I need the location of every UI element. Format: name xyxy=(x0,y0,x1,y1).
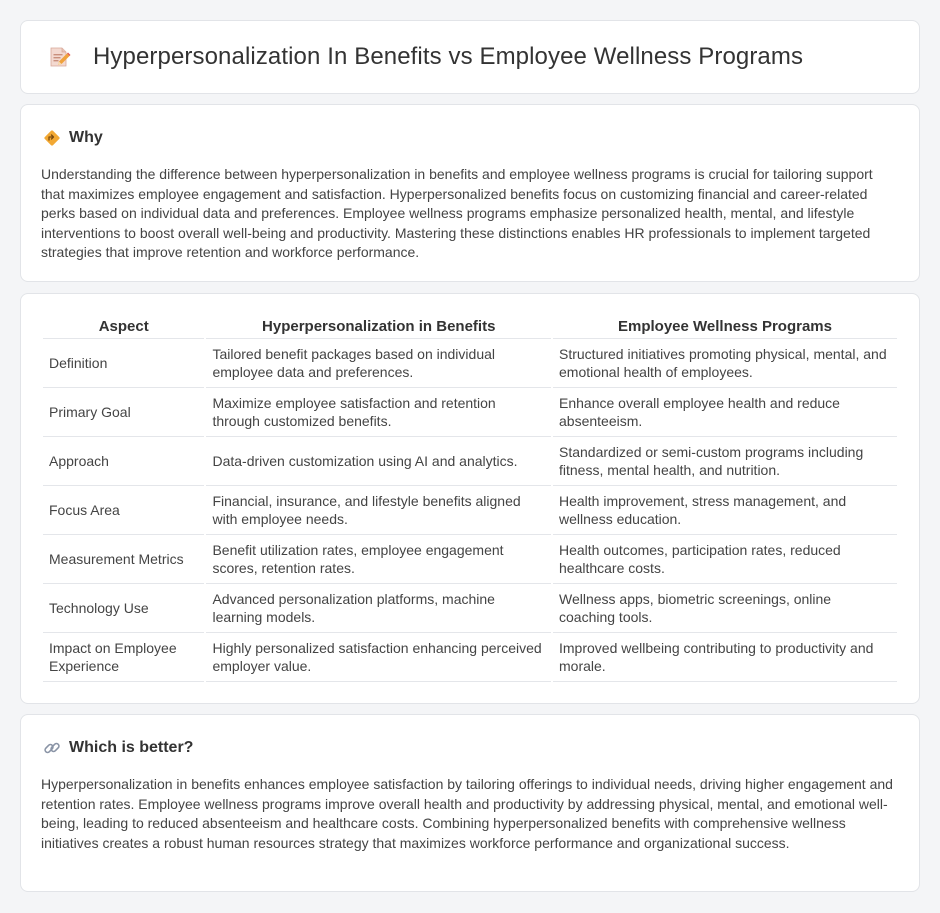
table-row xyxy=(43,535,897,584)
wellness-cell: Standardized or semi-custom programs including fitness, mental health, and nutrition. xyxy=(553,437,897,486)
why-heading xyxy=(21,105,919,149)
table-row xyxy=(43,584,897,633)
hyperpersonalization-cell: Advanced personalization platforms, machine learning models. xyxy=(206,584,551,633)
diamond-direction-icon xyxy=(43,129,61,147)
table-row xyxy=(43,633,897,682)
hyperpersonalization-cell: Data-driven customization using AI and analytics. xyxy=(206,437,551,486)
wellness-cell: Improved wellbeing contributing to productivity and morale. xyxy=(553,633,897,682)
aspect-cell: Primary Goal xyxy=(43,388,204,437)
table-row xyxy=(43,339,897,388)
link-icon xyxy=(43,739,61,757)
hyperpersonalization-cell: Financial, insurance, and lifestyle benefits aligned with employee needs. xyxy=(206,486,551,535)
aspect-cell: Definition xyxy=(43,339,204,388)
title-card xyxy=(20,20,920,94)
better-body: Hyperpersonalization in benefits enhances employee satisfaction by tailoring offerings to individual needs, driving higher engagement and retention rates. Employee wellness programs improve overall health and productivity by addressing physical, mental, and emotional well-being, leading to reduced absenteeism and healthcare costs. Combining hyperpersonalized benefits with comprehensive wellness initiatives creates a robust human resources strategy that maximizes workforce performance and organizational success. xyxy=(41,776,893,851)
aspect-cell: Approach xyxy=(43,437,204,486)
why-title: Why xyxy=(69,129,103,146)
why-body: Understanding the difference between hyperpersonalization in benefits and employee wellness programs is crucial for tailoring support that maximizes employee engagement and satisfaction. Hyperpersonalized benefits focus on customizing financial and career-related perks based on individual data and preferences. Employee wellness programs emphasize personalized health, mental, and lifestyle interventions to boost overall well-being and productivity. Mastering these distinctions enables HR professionals to implement targeted strategies that improve retention and workforce performance. xyxy=(41,166,873,261)
aspect-cell: Impact on Employee Experience xyxy=(43,633,204,682)
table-row xyxy=(43,388,897,437)
wellness-cell: Health improvement, stress management, and wellness education. xyxy=(553,486,897,535)
hyperpersonalization-cell: Tailored benefit packages based on individual employee data and preferences. xyxy=(206,339,551,388)
header-hyperpersonalization: Hyperpersonalization in Benefits xyxy=(206,313,551,339)
table-header-row xyxy=(43,313,897,339)
comparison-table xyxy=(41,313,899,682)
aspect-cell: Measurement Metrics xyxy=(43,535,204,584)
hyperpersonalization-cell: Highly personalized satisfaction enhancing perceived employer value. xyxy=(206,633,551,682)
better-heading xyxy=(21,715,919,759)
wellness-cell: Enhance overall employee health and reduce absenteeism. xyxy=(553,388,897,437)
table-row xyxy=(43,437,897,486)
header-aspect: Aspect xyxy=(43,313,204,339)
aspect-cell: Focus Area xyxy=(43,486,204,535)
wellness-cell: Wellness apps, biometric screenings, online coaching tools. xyxy=(553,584,897,633)
better-title: Which is better? xyxy=(69,739,194,756)
why-card xyxy=(20,104,920,282)
table-row xyxy=(43,486,897,535)
header-wellness: Employee Wellness Programs xyxy=(553,313,897,339)
wellness-cell: Structured initiatives promoting physical, mental, and emotional health of employees. xyxy=(553,339,897,388)
wellness-cell: Health outcomes, participation rates, reduced healthcare costs. xyxy=(553,535,897,584)
aspect-cell: Technology Use xyxy=(43,584,204,633)
title-row xyxy=(21,21,919,93)
hyperpersonalization-cell: Benefit utilization rates, employee engagement scores, retention rates. xyxy=(206,535,551,584)
hyperpersonalization-cell: Maximize employee satisfaction and retention through customized benefits. xyxy=(206,388,551,437)
page-title: Hyperpersonalization In Benefits vs Employee Wellness Programs xyxy=(93,43,804,70)
comparison-card xyxy=(20,293,920,704)
document-edit-icon xyxy=(47,45,71,69)
better-card xyxy=(20,714,920,892)
